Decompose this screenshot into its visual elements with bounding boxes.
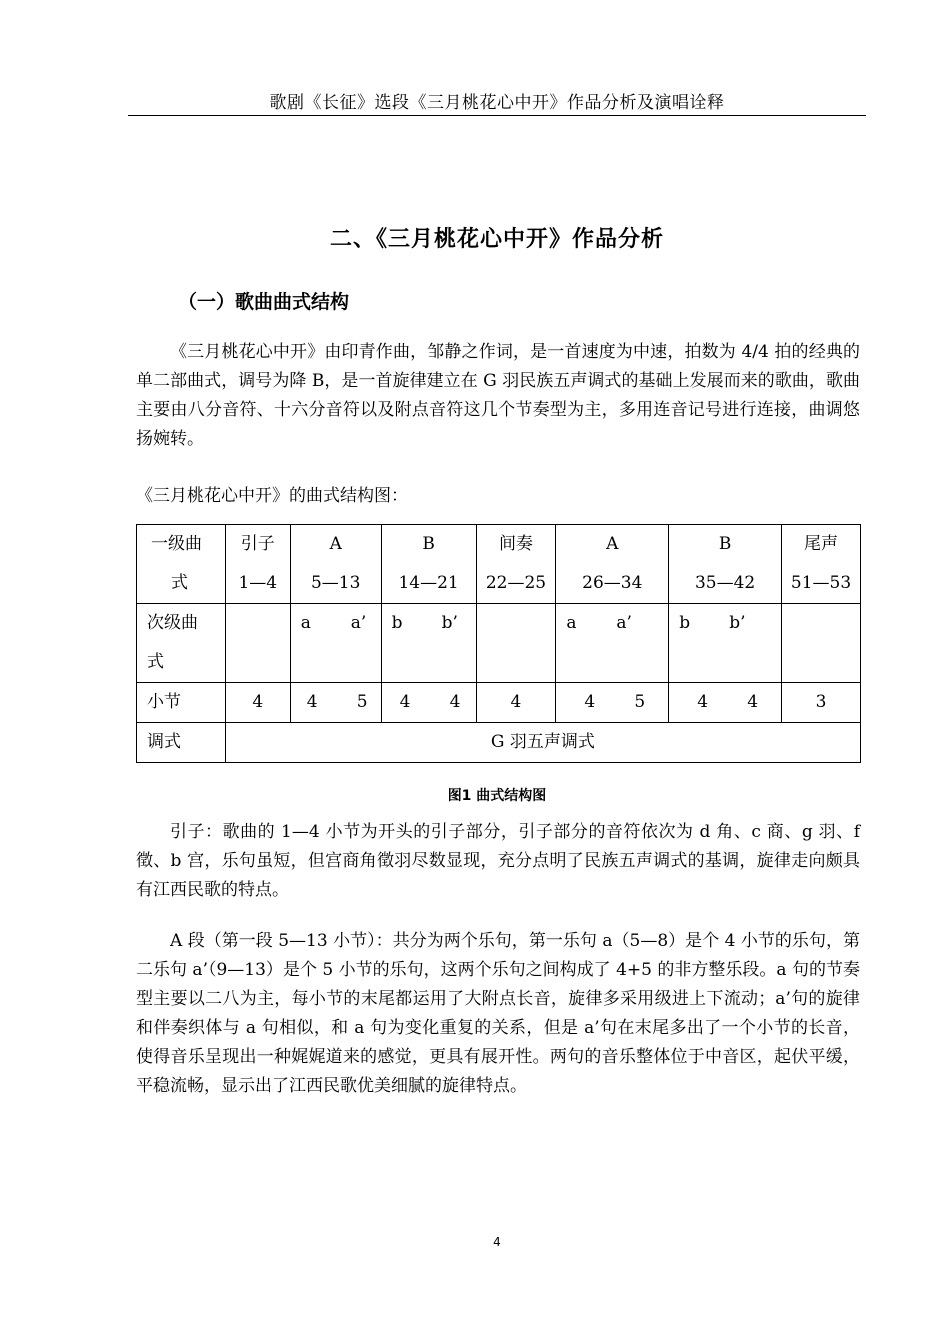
measure-count: 3 bbox=[815, 692, 827, 712]
measure-count: 4 bbox=[747, 692, 759, 712]
phrase-label: b bbox=[391, 613, 403, 633]
phrase-label: a bbox=[300, 613, 311, 633]
section-title: 二、《三月桃花心中开》作品分析 bbox=[329, 227, 664, 252]
figure-caption: 图1 曲式结构图 bbox=[447, 788, 547, 804]
form-structure-table bbox=[136, 524, 861, 763]
section-name: A bbox=[606, 534, 619, 554]
table-row-mode bbox=[137, 723, 861, 763]
phrase-label: a’ bbox=[616, 613, 632, 633]
row-header-line: 一级曲 bbox=[151, 534, 202, 554]
section-name: 间奏 bbox=[498, 534, 533, 554]
table-cell bbox=[556, 683, 669, 723]
table-cell bbox=[669, 604, 782, 683]
table-cell bbox=[290, 683, 381, 723]
intro-section-paragraph: 引子：歌曲的 1—4 小节为开头的引子部分，引子部分的音符依次为 d 角、c 商、g 羽、f 徵、b 宫，乐句虽短，但宫商角徵羽尽数显现，充分点明了民族五声调式的基调，旋律走向颇具有江西民歌的特点。 bbox=[136, 822, 860, 900]
subsection-title: （一）歌曲曲式结构 bbox=[178, 291, 350, 313]
table-cell bbox=[381, 525, 476, 604]
table-cell bbox=[476, 604, 556, 683]
header-divider bbox=[128, 115, 866, 116]
measure-count: 4 bbox=[252, 692, 264, 712]
phrase-label: b bbox=[679, 613, 691, 633]
table-cell bbox=[290, 604, 381, 683]
measure-count: 4 bbox=[306, 692, 318, 712]
table-cell bbox=[225, 683, 290, 723]
measure-count: 5 bbox=[634, 692, 646, 712]
mode-value: G 羽五声调式 bbox=[225, 723, 860, 763]
a-section-paragraph: A 段（第一段 5—13 小节）：共分为两个乐句，第一乐句 a（5—8）是个 4 小节的乐句，第二乐句 a’（9—13）是个 5 小节的乐句，这两个乐句之间构成了 4+5 的非方整乐段。a 句的节奏型主要以二八为主，每小节的末尾都运用了大附点长音，旋律多采用级进上下流动；a’句的旋律和伴奏织体与 a 句相似，和 a 句为变化重复的关系，但是 a’句在末尾多出了一个小节的长音，使得音乐呈现出一种娓娓道来的感觉，更具有展开性。两句的音乐整体位于中音区，起伏平缓，平稳流畅，显示出了江西民歌优美细腻的旋律特点。 bbox=[136, 931, 860, 1096]
section-name: B bbox=[422, 534, 435, 554]
phrase-label: b’ bbox=[441, 613, 458, 633]
table-cell bbox=[225, 525, 290, 604]
page-number: 4 bbox=[493, 1235, 501, 1249]
measure-range: 14—21 bbox=[398, 573, 459, 593]
phrase-label: a’ bbox=[350, 613, 367, 633]
phrase-label: b’ bbox=[729, 613, 746, 633]
table-cell bbox=[669, 683, 782, 723]
phrase-label: a bbox=[566, 613, 577, 633]
table-cell bbox=[669, 525, 782, 604]
section-name: B bbox=[718, 534, 732, 554]
measure-range: 51—53 bbox=[790, 573, 852, 593]
table-cell bbox=[782, 604, 861, 683]
row-header-primary-form bbox=[137, 525, 226, 604]
measure-range: 1—4 bbox=[238, 573, 278, 593]
table-row-primary-form bbox=[137, 525, 861, 604]
table-cell bbox=[476, 525, 556, 604]
table-intro-text: 《三月桃花心中开》的曲式结构图： bbox=[136, 486, 408, 506]
intro-paragraph: 《三月桃花心中开》由印青作曲，邹静之作词，是一首速度为中速，拍数为 4/4 拍的经典的单二部曲式，调号为降 B，是一首旋律建立在 G 羽民族五声调式的基础上发展而来的歌曲，歌曲主要由八分音符、十六分音符以及附点音符这几个节奏型为主，多用连音记号进行连接，曲调悠扬婉转。 bbox=[136, 342, 860, 449]
table-cell bbox=[556, 525, 669, 604]
measure-count: 4 bbox=[697, 692, 709, 712]
table-cell bbox=[556, 604, 669, 683]
section-name: 引子 bbox=[240, 534, 275, 554]
measure-range: 26—34 bbox=[582, 573, 643, 593]
measure-range: 5—13 bbox=[310, 573, 361, 593]
measure-count: 4 bbox=[584, 692, 596, 712]
table-row-secondary-form bbox=[137, 604, 861, 683]
table-cell bbox=[381, 683, 476, 723]
table-cell bbox=[290, 525, 381, 604]
table-cell bbox=[225, 604, 290, 683]
row-header-mode: 调式 bbox=[137, 723, 226, 763]
measure-count: 4 bbox=[399, 692, 411, 712]
measure-count: 4 bbox=[449, 692, 461, 712]
measure-count: 4 bbox=[510, 692, 522, 712]
row-header-line: 次级曲 bbox=[147, 613, 198, 633]
running-header: 歌剧《长征》选段《三月桃花心中开》作品分析及演唱诠释 bbox=[269, 93, 725, 113]
measure-range: 22—25 bbox=[485, 573, 547, 593]
row-header-line: 式 bbox=[171, 573, 188, 593]
measure-range: 35—42 bbox=[694, 573, 756, 593]
row-header-line: 式 bbox=[147, 652, 164, 672]
measure-count: 5 bbox=[356, 692, 368, 712]
section-name: A bbox=[329, 534, 342, 554]
row-header-measures: 小节 bbox=[137, 683, 226, 723]
table-cell bbox=[476, 683, 556, 723]
table-row-measures bbox=[137, 683, 861, 723]
table-cell bbox=[782, 525, 861, 604]
section-name: 尾声 bbox=[804, 534, 838, 554]
row-header-secondary-form bbox=[137, 604, 226, 683]
table-cell bbox=[782, 683, 861, 723]
table-cell bbox=[381, 604, 476, 683]
